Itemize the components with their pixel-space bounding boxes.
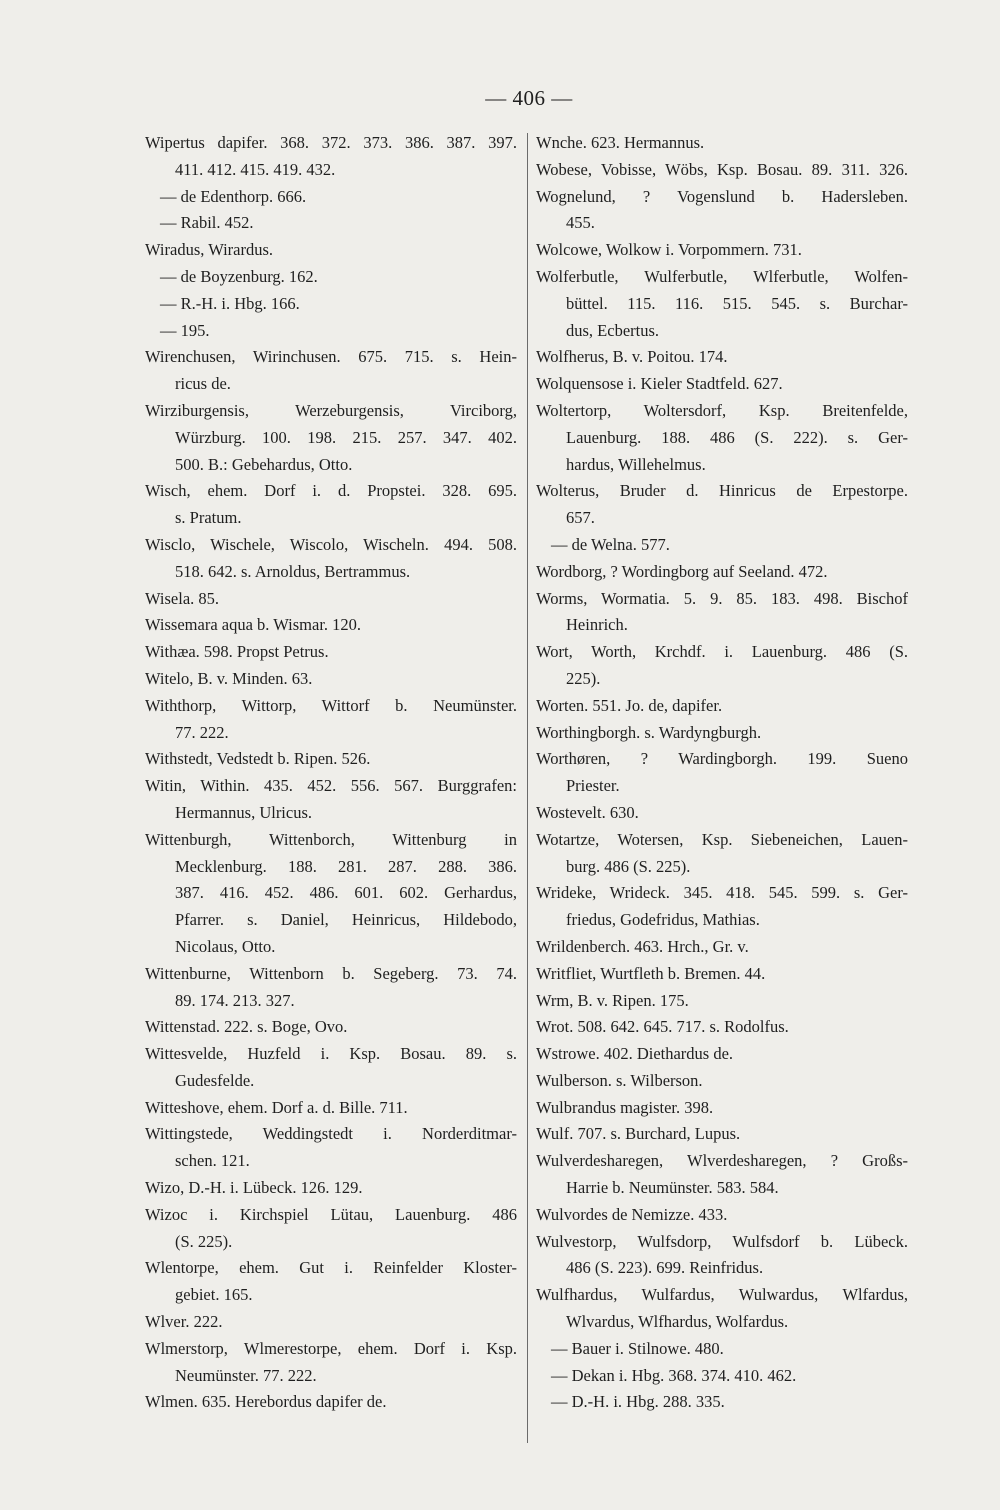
- index-line: 411. 412. 415. 419. 432.: [175, 159, 336, 179]
- index-line: Neumünster. 77. 222.: [175, 1365, 317, 1385]
- index-line: Wognelund, ? Vogenslund b. Hadersleben.: [536, 186, 908, 206]
- index-line: Wolquensose i. Kieler Stadtfeld. 627.: [536, 374, 783, 394]
- index-line: 518. 642. s. Arnoldus, Bertrammus.: [175, 561, 411, 581]
- index-line: Witelo, B. v. Minden. 63.: [145, 668, 313, 688]
- index-line: Wittenburne, Wittenborn b. Segeberg. 73. 74.: [145, 963, 517, 983]
- index-line: Wlentorpe, ehem. Gut i. Reinfelder Kloster-: [145, 1258, 517, 1278]
- index-line: 387. 416. 452. 486. 601. 602. Gerhardus,: [175, 883, 517, 903]
- index-line: Harrie b. Neumünster. 583. 584.: [566, 1178, 779, 1198]
- index-line: s. Pratum.: [175, 508, 242, 528]
- index-line: Wittesvelde, Huzfeld i. Ksp. Bosau. 89. s.: [145, 1044, 517, 1064]
- index-line: Withstedt, Vedstedt b. Ripen. 526.: [145, 749, 371, 769]
- index-line: Würzburg. 100. 198. 215. 257. 347. 402.: [175, 427, 517, 447]
- index-line: Withthorp, Wittorp, Wittorf b. Neumünster.: [145, 695, 517, 715]
- index-line: 657.: [566, 508, 595, 528]
- index-line: — de Welna. 577.: [551, 534, 670, 554]
- index-line: Pfarrer. s. Daniel, Heinricus, Hildebodo,: [175, 910, 517, 930]
- index-line: 89. 174. 213. 327.: [175, 990, 295, 1010]
- index-line: burg. 486 (S. 225).: [566, 856, 691, 876]
- index-line: Wolterus, Bruder d. Hinricus de Erpestorpe.: [536, 481, 908, 501]
- index-line: Worthingborgh. s. Wardyngburgh.: [536, 722, 762, 742]
- page-number: — 406 —: [485, 86, 573, 110]
- index-line: Wotartze, Wotersen, Ksp. Siebeneichen, Lauen-: [536, 829, 908, 849]
- index-line: 77. 222.: [175, 722, 229, 742]
- index-line: Wlvardus, Wlfhardus, Wolfardus.: [566, 1312, 789, 1332]
- index-line: Heinrich.: [566, 615, 628, 635]
- index-line: Wrildenberch. 463. Hrch., Gr. v.: [536, 936, 749, 956]
- index-line: — 195.: [160, 320, 210, 340]
- column-divider: [527, 133, 528, 1443]
- index-line: Wort, Worth, Krchdf. i. Lauenburg. 486 (S.: [536, 642, 908, 662]
- index-line: Wisclo, Wischele, Wiscolo, Wischeln. 494. 508.: [145, 534, 517, 554]
- index-line: Wnche. 623. Hermannus.: [536, 133, 705, 152]
- index-line: Wiradus, Wirardus.: [145, 240, 274, 260]
- index-line: schen. 121.: [175, 1151, 250, 1171]
- left-index-column: [145, 130, 517, 1416]
- index-line: ricus de.: [175, 374, 231, 394]
- index-line: Worthøren, ? Wardingborgh. 199. Sueno: [536, 749, 908, 769]
- index-line: büttel. 115. 116. 515. 545. s. Burchar-: [566, 293, 908, 313]
- index-line: — Dekan i. Hbg. 368. 374. 410. 462.: [551, 1365, 797, 1385]
- index-line: Wulfhardus, Wulfardus, Wulwardus, Wlfardus,: [536, 1285, 908, 1305]
- index-line: Wittenburgh, Wittenborch, Wittenburg in: [145, 829, 517, 849]
- index-line: Wizoc i. Kirchspiel Lütau, Lauenburg. 486: [145, 1204, 517, 1224]
- right-index-column: [536, 130, 908, 1416]
- index-line: Wulvestorp, Wulfsdorp, Wulfsdorf b. Lübeck.: [536, 1231, 908, 1251]
- index-line: Wulberson. s. Wilberson.: [536, 1070, 703, 1090]
- index-line: Wlmerstorp, Wlmerestorpe, ehem. Dorf i. Ksp.: [145, 1338, 517, 1358]
- index-line: 225).: [566, 668, 601, 688]
- index-line: Mecklenburg. 188. 281. 287. 288. 386.: [175, 856, 517, 876]
- index-line: Wirziburgensis, Werzeburgensis, Virciborg,: [145, 400, 517, 420]
- index-line: — de Edenthorp. 666.: [160, 186, 307, 206]
- index-line: — Rabil. 452.: [160, 213, 254, 233]
- index-line: Wrm, B. v. Ripen. 175.: [536, 990, 689, 1010]
- index-line: Wissemara aqua b. Wismar. 120.: [145, 615, 362, 635]
- index-line: Nicolaus, Otto.: [175, 936, 276, 956]
- index-line: Wittingstede, Weddingstedt i. Norderditmar-: [145, 1124, 517, 1144]
- index-line: Withæa. 598. Propst Petrus.: [145, 642, 329, 662]
- index-line: Priester.: [566, 776, 620, 796]
- index-line: Wulbrandus magister. 398.: [536, 1097, 714, 1117]
- index-line: Wisch, ehem. Dorf i. d. Propstei. 328. 695.: [145, 481, 517, 501]
- index-line: (S. 225).: [175, 1231, 233, 1251]
- index-line: Witin, Within. 435. 452. 556. 567. Burggrafen:: [145, 776, 517, 796]
- index-line: Wlmen. 635. Herebordus dapifer de.: [145, 1392, 387, 1412]
- index-line: Wordborg, ? Wordingborg auf Seeland. 472.: [536, 561, 828, 581]
- index-line: — R.-H. i. Hbg. 166.: [160, 293, 300, 313]
- index-line: Wrot. 508. 642. 645. 717. s. Rodolfus.: [536, 1017, 789, 1037]
- index-line: Wolferbutle, Wulferbutle, Wlferbutle, Wolfen-: [536, 266, 908, 286]
- index-line: Wulverdesharegen, Wlverdesharegen, ? Großs-: [536, 1151, 908, 1171]
- index-line: Wstrowe. 402. Diethardus de.: [536, 1044, 734, 1064]
- index-line: Wirenchusen, Wirinchusen. 675. 715. s. Hein-: [145, 347, 517, 367]
- index-line: Wolfherus, B. v. Poitou. 174.: [536, 347, 728, 367]
- index-line: Lauenburg. 188. 486 (S. 222). s. Ger-: [566, 427, 908, 447]
- index-line: Writfliet, Wurtfleth b. Bremen. 44.: [536, 963, 766, 983]
- index-line: Wulvordes de Nemizze. 433.: [536, 1204, 728, 1224]
- index-line: Wolcowe, Wolkow i. Vorpommern. 731.: [536, 240, 802, 260]
- index-line: Hermannus, Ulricus.: [175, 802, 313, 822]
- index-line: hardus, Willehelmus.: [566, 454, 706, 474]
- index-line: Wlver. 222.: [145, 1312, 223, 1332]
- index-line: dus, Ecbertus.: [566, 320, 660, 340]
- index-line: Wrideke, Wrideck. 345. 418. 545. 599. s. Ger-: [536, 883, 908, 903]
- index-line: Wostevelt. 630.: [536, 802, 639, 822]
- index-line: Wittenstad. 222. s. Boge, Ovo.: [145, 1017, 348, 1037]
- index-line: friedus, Godefridus, Mathias.: [566, 910, 760, 930]
- index-line: Wizo, D.-H. i. Lübeck. 126. 129.: [145, 1178, 363, 1198]
- index-line: Gudesfelde.: [175, 1070, 255, 1090]
- index-line: Wobese, Vobisse, Wöbs, Ksp. Bosau. 89. 311. 326.: [536, 159, 908, 179]
- index-line: Worten. 551. Jo. de, dapifer.: [536, 695, 723, 715]
- index-line: 455.: [566, 213, 595, 233]
- index-line: 500. B.: Gebehardus, Otto.: [175, 454, 353, 474]
- index-line: Wulf. 707. s. Burchard, Lupus.: [536, 1124, 741, 1144]
- index-line: Wisela. 85.: [145, 588, 220, 608]
- index-line: Witteshove, ehem. Dorf a. d. Bille. 711.: [145, 1097, 408, 1117]
- index-line: Woltertorp, Woltersdorf, Ksp. Breitenfelde,: [536, 400, 908, 420]
- index-line: Worms, Wormatia. 5. 9. 85. 183. 498. Bischof: [536, 588, 908, 608]
- index-line: — D.-H. i. Hbg. 288. 335.: [551, 1392, 725, 1412]
- index-line: — de Boyzenburg. 162.: [160, 266, 318, 286]
- index-line: 486 (S. 223). 699. Reinfridus.: [566, 1258, 764, 1278]
- index-line: Wipertus dapifer. 368. 372. 373. 386. 387. 397.: [145, 133, 517, 152]
- index-line: — Bauer i. Stilnowe. 480.: [551, 1338, 724, 1358]
- index-line: gebiet. 165.: [175, 1285, 253, 1305]
